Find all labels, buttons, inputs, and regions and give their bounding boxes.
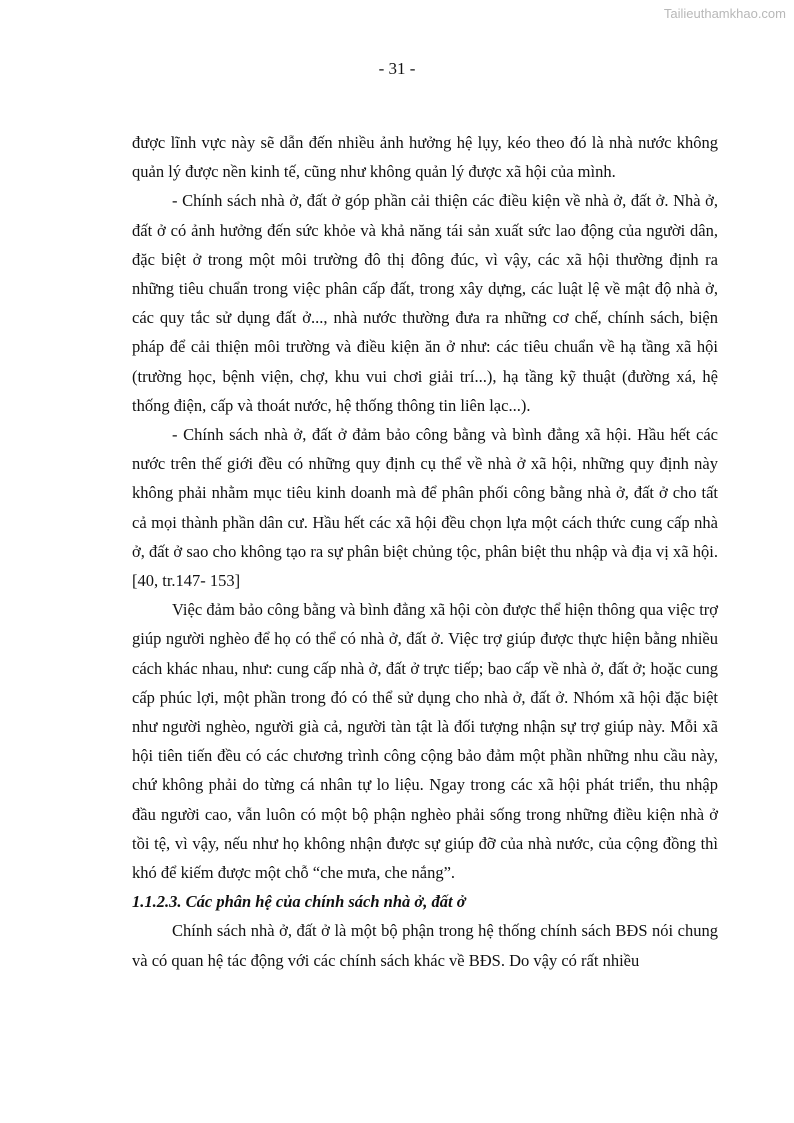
paragraph: - Chính sách nhà ở, đất ở đảm bảo công bằng và bình đẳng xã hội. Hầu hết các nước trên thế giới đều có những quy định cụ thể về nhà ở xã hội, những quy định này không phải nhằm mục tiêu kinh doanh mà để phân phối công bằng nhà ở, đất ở cho tất cả mọi thành phần dân cư. Hầu hết các xã hội đều chọn lựa một cách thức cung cấp nhà ở, đất ở sao cho không tạo ra sự phân biệt chủng tộc, phân biệt thu nhập và địa vị xã hội. [40, tr.147- 153] <box>132 425 718 591</box>
paragraph: được lĩnh vực này sẽ dẫn đến nhiều ảnh hưởng hệ lụy, kéo theo đó là nhà nước không quản lý được nền kinh tế, cũng như không quản lý được xã hội của mình. <box>132 133 718 182</box>
paragraph: - Chính sách nhà ở, đất ở góp phần cải thiện các điều kiện về nhà ở, đất ở. Nhà ở, đất ở có ảnh hưởng đến sức khỏe và khả năng tái sản xuất sức lao động của người dân, đặc biệt ở trong một môi trường đô thị đông đúc, vì vậy, các xã hội thường định ra những tiêu chuẩn trong việc phân cấp đất, trong xây dựng, các luật lệ về mật độ nhà ở, các quy tắc sử dụng đất ở..., nhà nước thường đưa ra những cơ chế, chính sách, biện pháp để cải thiện môi trường và điều kiện ăn ở như: các tiêu chuẩn về hạ tầng xã hội (trường học, bệnh viện, chợ, khu vui chơi giải trí...), hạ tầng kỹ thuật (đường xá, hệ thống điện, cấp và thoát nước, hệ thống thông tin liên lạc...). <box>132 191 718 415</box>
page-number: - 31 - <box>378 59 416 78</box>
paragraph: Việc đảm bảo công bằng và bình đẳng xã hội còn được thể hiện thông qua việc trợ giúp người nghèo để họ có thể có nhà ở, đất ở. Việc trợ giúp được thực hiện bằng nhiều cách khác nhau, như: cung cấp nhà ở, đất ở trực tiếp; bao cấp về nhà ở, đất ở; hoặc cung cấp phúc lợi, một phần trong đó có thể sử dụng cho nhà ở, đất ở. Nhóm xã hội đặc biệt như người nghèo, người già cả, người tàn tật là đối tượng nhận sự trợ giúp này. Mỗi xã hội tiên tiến đều có các chương trình công cộng bảo đảm một phần những nhu cầu này, chứ không phải do từng cá nhân tự lo liệu. Ngay trong các xã hội phát triển, thu nhập đầu người cao, vẫn luôn có một bộ phận nghèo phải sống trong những điều kiện nhà ở tồi tệ, vì vậy, nếu như họ không nhận được sự giúp đỡ của nhà nước, của cộng đồng thì khó để kiếm được một chỗ “che mưa, che nắng”. <box>132 600 718 883</box>
section-heading: 1.1.2.3. Các phân hệ của chính sách nhà ở, đất ở <box>132 892 466 912</box>
watermark: Tailieuthamkhao.com <box>663 6 786 21</box>
paragraph: Chính sách nhà ở, đất ở là một bộ phận trong hệ thống chính sách BĐS nói chung và có quan hệ tác động với các chính sách khác về BĐS. Do vậy có rất nhiều <box>132 921 718 970</box>
page-body <box>132 128 718 975</box>
